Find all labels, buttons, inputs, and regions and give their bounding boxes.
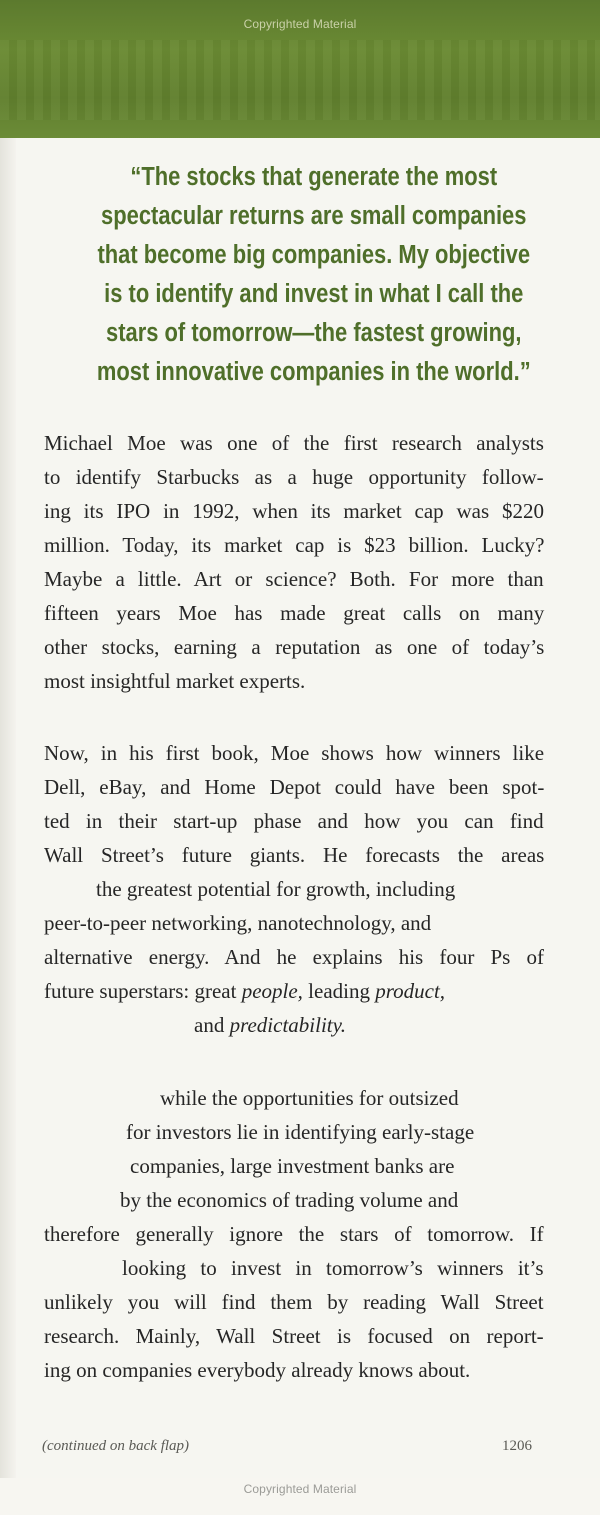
- text-line: research. Mainly, Wall Street is focused on report-: [44, 1324, 544, 1348]
- quote-line: is to identify and invest in what I call the: [104, 280, 524, 308]
- text-line: alternative energy. And he explains his four Ps of: [44, 945, 544, 969]
- paragraph-intro: [44, 426, 544, 698]
- text-line: to identify Starbucks as a huge opportunity follow-: [44, 465, 544, 489]
- quote-line: most innovative companies in the world.”: [96, 358, 531, 386]
- text-line: ing on companies everybody already knows about.: [44, 1358, 471, 1382]
- emphasis-predictability: predictability.: [229, 1013, 347, 1037]
- text-line: the greatest potential for growth, including: [96, 877, 456, 901]
- text-line: Michael Moe was one of the first research analysts: [44, 431, 544, 455]
- book-flap-page: [16, 138, 600, 1478]
- text-line: Dell, eBay, and Home Depot could have been spot-: [44, 775, 545, 799]
- text-line: ted in their start-up phase and how you can find: [44, 809, 544, 833]
- text-line: million. Today, its market cap is $23 billion. Lucky?: [44, 533, 545, 557]
- text-line: ing its IPO in 1992, when its market cap was $220: [44, 499, 545, 523]
- text-line: by the economics of trading volume and: [120, 1188, 459, 1212]
- text-line: peer-to-peer networking, nanotechnology, and: [44, 911, 432, 935]
- pull-quote: [56, 158, 572, 392]
- text-line: other stocks, earning a reputation as one of today’s: [44, 635, 545, 659]
- emphasis-people: people,: [241, 979, 303, 1003]
- copyright-notice-bottom: Copyrighted Material: [243, 1482, 357, 1496]
- text-line: Now, in his first book, Moe shows how winners like: [44, 741, 545, 765]
- text-line: Maybe a little. Art or science? Both. For more than: [44, 567, 544, 591]
- text-run: future superstars: great: [44, 979, 242, 1003]
- price-code: 1206: [502, 1438, 532, 1454]
- quote-line: stars of tomorrow—the fastest growing,: [106, 319, 522, 347]
- quote-line: “The stocks that generate the most: [130, 163, 498, 191]
- text-line: fifteen years Moe has made great calls on many: [44, 601, 545, 625]
- text-line: while the opportunities for outsized: [160, 1086, 459, 1110]
- text-line: companies, large investment banks are: [130, 1154, 455, 1178]
- text-line: looking to invest in tomorrow’s winners it’s: [122, 1256, 544, 1280]
- quote-line: spectacular returns are small companies: [101, 202, 527, 230]
- text-line: [44, 1008, 544, 1042]
- continued-note: (continued on back flap): [42, 1438, 190, 1454]
- text-line: Wall Street’s future giants. He forecasts the areas: [44, 843, 545, 867]
- text-line: therefore generally ignore the stars of tomorrow. If: [44, 1222, 544, 1246]
- emphasis-product: product,: [375, 979, 446, 1003]
- text-run: and: [194, 1013, 230, 1037]
- text-run: leading: [302, 979, 376, 1003]
- copyright-notice-top: Copyrighted Material: [243, 17, 357, 31]
- quote-line: that become big companies. My objective: [97, 241, 531, 269]
- paragraph-book-summary: [44, 736, 544, 1042]
- paragraph-wall-street: [44, 1081, 544, 1387]
- text-line: unlikely you will find them by reading Wall Street: [44, 1290, 544, 1314]
- text-line: for investors lie in identifying early-stage: [126, 1120, 475, 1144]
- text-line: most insightful market experts.: [44, 669, 306, 693]
- text-line: [44, 974, 544, 1008]
- page-edge: [0, 138, 16, 1478]
